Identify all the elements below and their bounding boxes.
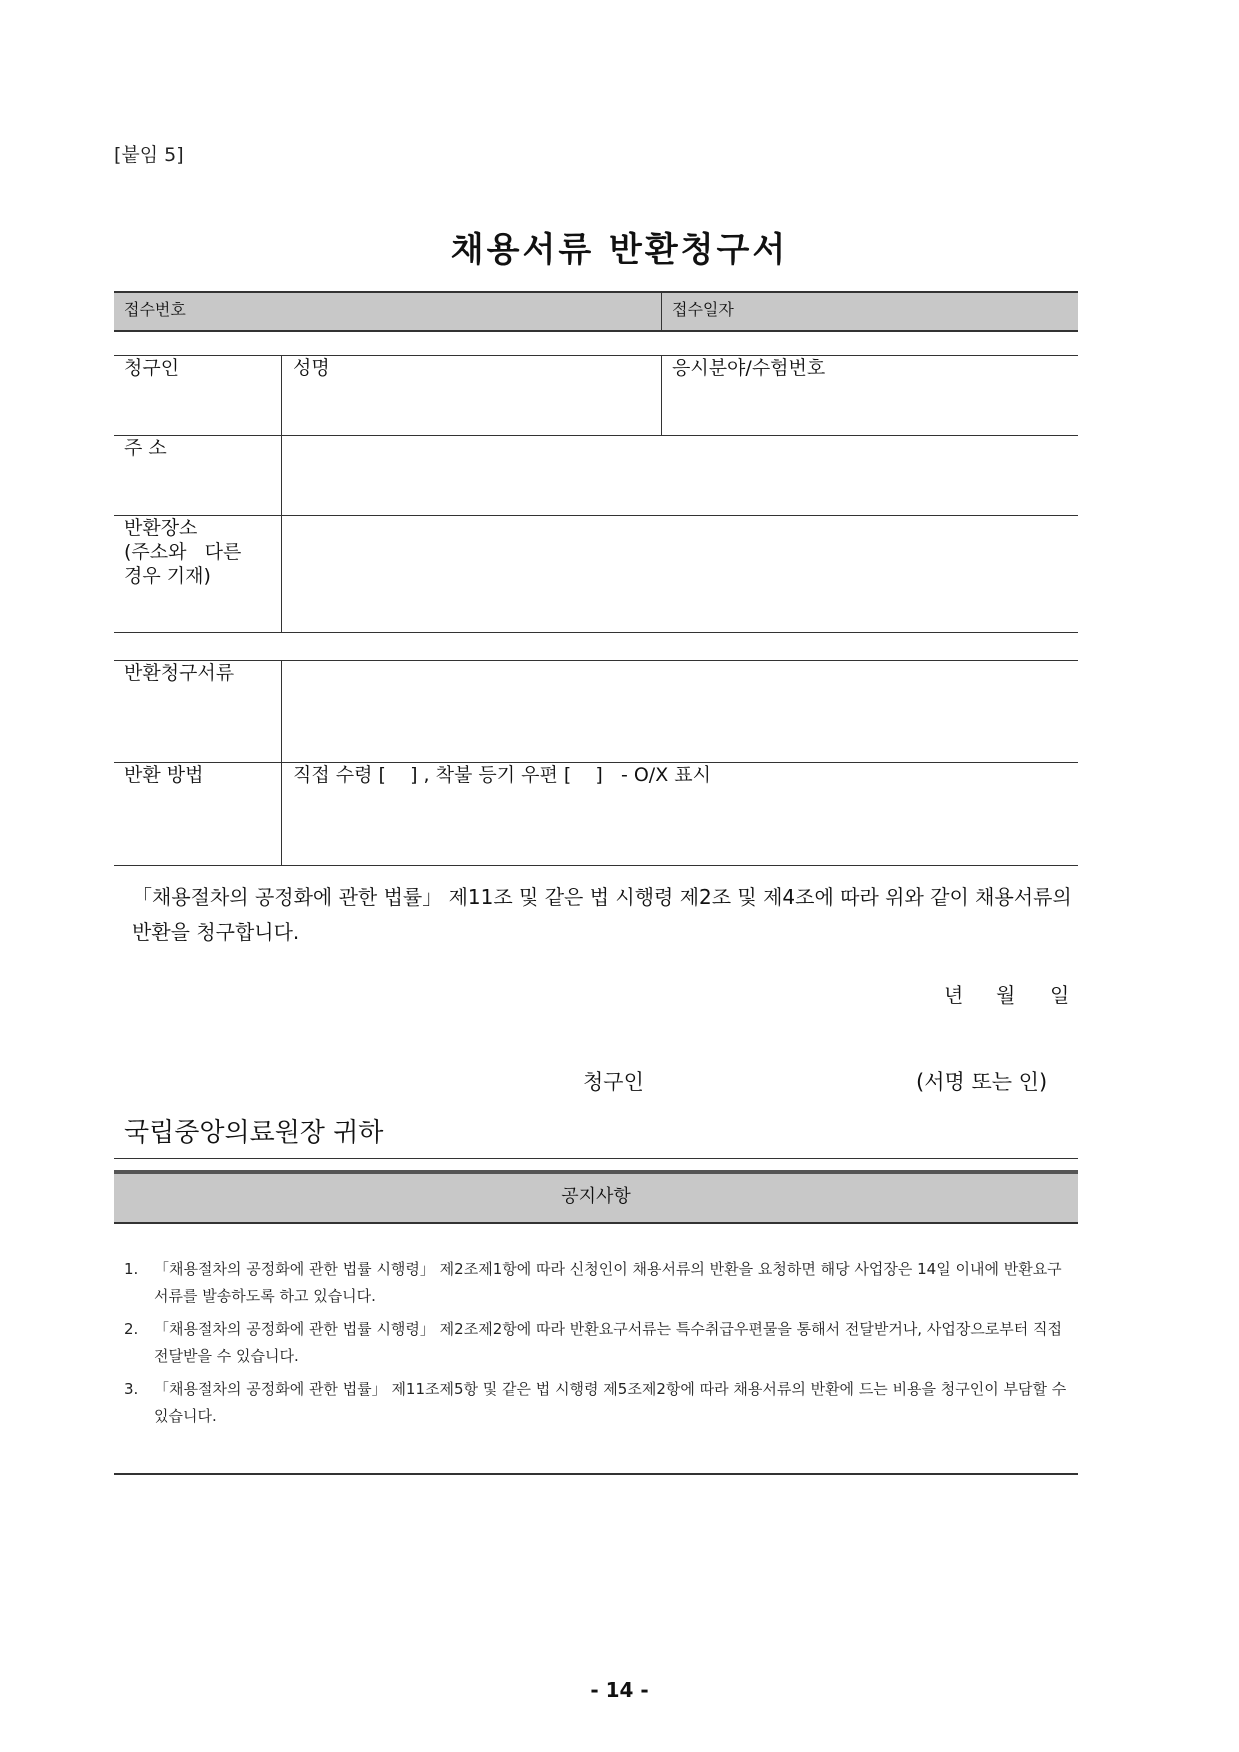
- notice-item-number: 2.: [124, 1320, 139, 1338]
- receipt-divider: [661, 292, 662, 330]
- date-day-label: 일: [1050, 983, 1070, 1007]
- page-number: - 14 -: [590, 1678, 649, 1702]
- return-method-options[interactable]: 직접 수령 [ ] , 착불 등기 우편 [ ] - O/X 표시: [293, 764, 711, 786]
- notice-bottom-border: [114, 1473, 1078, 1475]
- notice-item-text: 「채용절차의 공정화에 관한 법률 시행령」 제2조제2항에 따라 반환요구서류는 특수취급우편물을 통해서 전달받거나, 사업장으로부터 직접 전달받을 수 있습니다.: [154, 1320, 1063, 1365]
- date-month-label: 월: [996, 983, 1016, 1007]
- form-title: 채용서류 반환청구서: [450, 230, 789, 270]
- notice-title: 공지사항: [561, 1186, 631, 1207]
- exam-number-field[interactable]: 응시분야/수험번호: [672, 357, 826, 379]
- return-method-label: 반환 방법: [124, 764, 204, 786]
- receipt-bottom-border: [114, 330, 1078, 332]
- notice-item-number: 1.: [124, 1260, 139, 1278]
- notice-item: [124, 1376, 1074, 1430]
- notice-header-top-border: [114, 1170, 1078, 1174]
- addressee: 국립중앙의료원장 귀하: [124, 1118, 384, 1148]
- return-docs-field[interactable]: [282, 661, 1077, 761]
- attachment-label: [붙임 5]: [114, 144, 184, 166]
- notice-item-text: 「채용절차의 공정화에 관한 법률 시행령」 제2조제1항에 따라 신청인이 채용서류의 반환을 요청하면 해당 사업장은 14일 이내에 반환요구서류를 발송하도록 하고 있습니다.: [154, 1260, 1062, 1305]
- date-year-label: 년: [944, 983, 964, 1007]
- receipt-row-bg: [114, 292, 1078, 330]
- notice-header-bottom-border: [114, 1222, 1078, 1224]
- applicant-label: 청구인: [124, 357, 180, 379]
- signature-sign-label: (서명 또는 인): [916, 1070, 1048, 1094]
- return-place-label: [124, 516, 274, 588]
- notice-item: [124, 1316, 1074, 1370]
- address-label: 주 소: [124, 437, 167, 459]
- receipt-date-label: 접수일자: [672, 300, 734, 319]
- section1-top-border: [114, 355, 1078, 356]
- receipt-number-label: 접수번호: [124, 300, 186, 319]
- addressee-underline: [114, 1158, 1078, 1159]
- notice-item: [124, 1256, 1074, 1310]
- section1-bottom-border: [114, 632, 1078, 633]
- address-field[interactable]: [282, 436, 1077, 514]
- section2-bottom-border: [114, 865, 1078, 866]
- return-place-label-line1: 반환장소: [124, 517, 198, 539]
- notice-item-number: 3.: [124, 1380, 139, 1398]
- return-docs-label: 반환청구서류: [124, 662, 235, 684]
- signature-requester-label: 청구인: [583, 1070, 644, 1094]
- request-statement: 「채용절차의 공정화에 관한 법률」 제11조 및 같은 법 시행령 제2조 및 제4조에 따라 위와 같이 채용서류의 반환을 청구합니다.: [132, 885, 1072, 944]
- applicant-name-field[interactable]: 성명: [293, 357, 330, 379]
- receipt-top-border: [114, 291, 1078, 293]
- notice-list: [124, 1256, 1074, 1436]
- return-place-label-line2: (주소와 다른: [124, 541, 242, 563]
- return-place-field[interactable]: [282, 516, 1077, 631]
- notice-item-text: 「채용절차의 공정화에 관한 법률」 제11조제5항 및 같은 법 시행령 제5조제2항에 따라 채용서류의 반환에 드는 비용을 청구인이 부담할 수 있습니다.: [154, 1380, 1067, 1425]
- return-place-label-line3: 경우 기재): [124, 565, 211, 587]
- applicant-inner-divider: [661, 355, 662, 435]
